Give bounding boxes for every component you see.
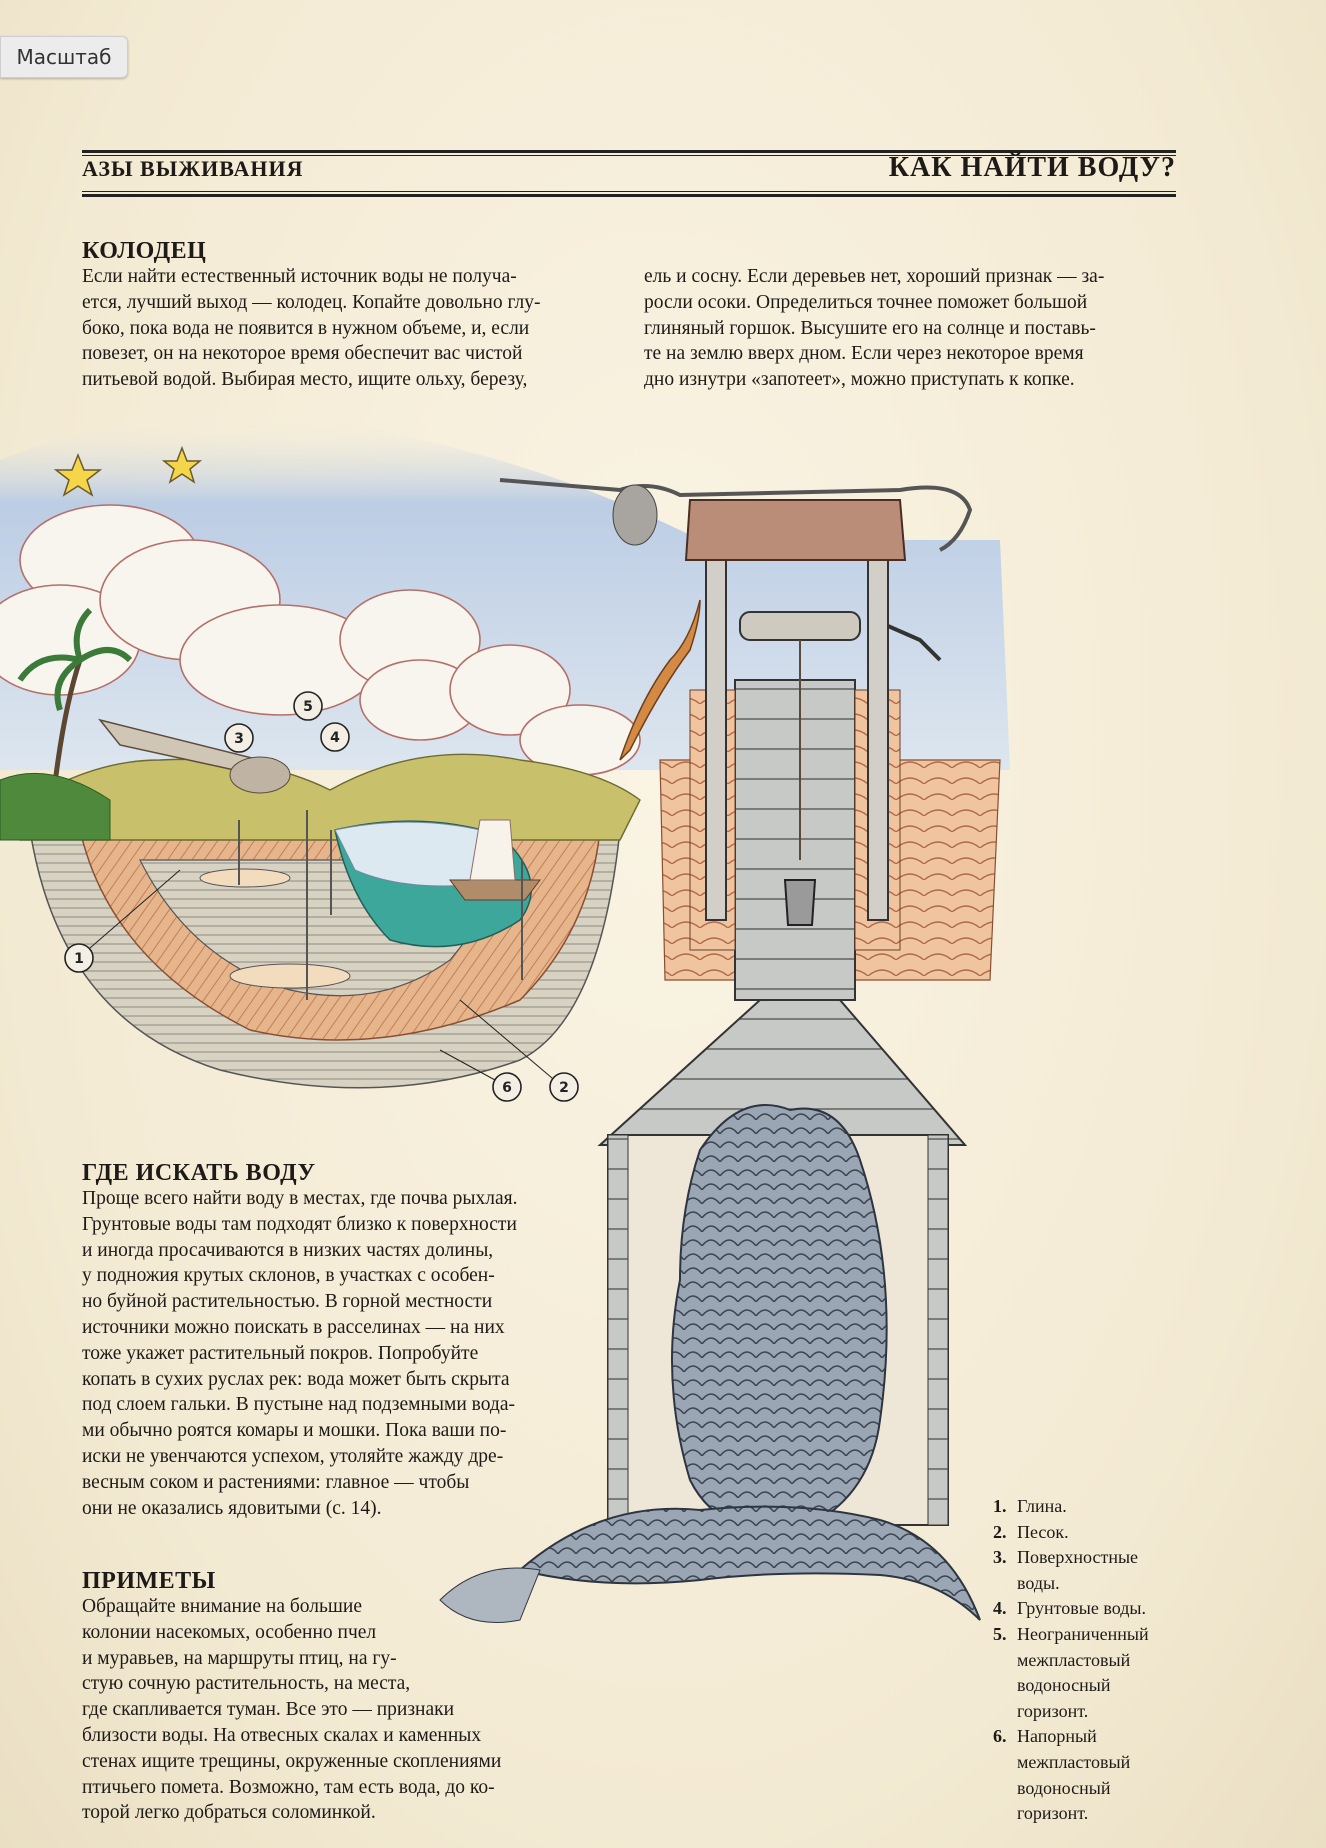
section-header: АЗЫ ВЫЖИВАНИЯ <box>82 156 304 181</box>
label-5: 5 <box>303 699 313 715</box>
zoom-button[interactable]: Масштаб <box>0 36 128 78</box>
legend-item: 3. Поверхностные воды. <box>993 1547 1139 1593</box>
where-text: Проще всего найти воду в местах, где почва рыхлая. Грунтовые воды там подходят близко к поверхности и иногда просачиваются в низких частях долины, у подножия крутых склонов, в участках с особен- но буйной растительностью. В горной местности источники можно поискать в расселинах — на них тоже укажет растительный покров. Попробуйте копать в сухих руслах рек: вода может быть скрыта под слоем гальки. В пустыне над подземными вода- ми обычно роятся комары и мошки. Пока ваши по- иски не увенчаются успехом, утоляйте жажду дре- весным соком и растениями: главное — чтобы они не оказались ядовитыми (с. 14). <box>82 1188 518 1519</box>
header-rule-bottom <box>82 194 1176 197</box>
signs-text: Обращайте внимание на большие колонии насекомых, особенно пчел и муравьев, на маршруты птиц, на гу- стую сочную растительность, на места, где скапливается туман. Все это — признаки близости воды. На отвесных скалах и каменных стенах ищите трещины, окруженные скоплениями птичьего помета. Возможно, там есть вода, до ко- торой легко добраться соломинкой. <box>82 1596 502 1824</box>
legend-item: 5. Неограниченный межпластовый водоносный горизонт. <box>993 1623 1149 1721</box>
label-6: 6 <box>502 1080 512 1096</box>
page-title: КАК НАЙТИ ВОДУ? <box>888 152 1176 183</box>
chamber-wall-left <box>608 1135 628 1525</box>
label-1: 1 <box>74 951 84 967</box>
legend-item: 2. Песок. <box>993 1521 1069 1542</box>
well-roof <box>686 500 905 560</box>
well-text-col2: ель и сосну. Если деревьев нет, хороший признак — за- росли осоки. Определиться точнее поможет большой глиняный горшок. Высушите его на солнце и поставь- те на землю вверх дном. Если через некоторое время дно изнутри «запотеет», можно приступать к копке. <box>644 266 1105 391</box>
well-text-col1: Если найти естественный источник воды не получа- ется, лучший выход — колодец. Копайте довольно глу- боко, пока вода не появится в нужном объеме, и, если повезет, он на некоторое время обеспечит вас чистой питьевой водой. Выбирая место, ищите ольху, березу, <box>82 266 541 391</box>
bird-figure <box>613 485 657 545</box>
where-title: ГДЕ ИСКАТЬ ВОДУ <box>82 1160 316 1186</box>
well-post-right <box>868 560 888 920</box>
legend-item: 1. Глина. <box>993 1496 1067 1516</box>
well-bucket <box>785 880 815 925</box>
label-2: 2 <box>559 1080 569 1096</box>
legend <box>993 1494 1149 1827</box>
legend-item: 6. Напорный межпластовый водоносный горизонт. <box>993 1726 1131 1824</box>
well-post-left <box>706 560 726 920</box>
lens-5 <box>230 964 350 988</box>
well-title: КОЛОДЕЦ <box>82 238 207 264</box>
lens-3 <box>200 869 290 887</box>
well-roller <box>740 612 860 640</box>
legend-item: 4. Грунтовые воды. <box>993 1598 1146 1619</box>
signs-title: ПРИМЕТЫ <box>82 1568 216 1594</box>
well-shaft <box>735 680 855 1000</box>
chamber-wall-right <box>928 1135 948 1525</box>
header-rule-bottom-thin <box>82 191 1176 192</box>
label-4: 4 <box>330 730 340 746</box>
label-3: 3 <box>234 731 244 747</box>
